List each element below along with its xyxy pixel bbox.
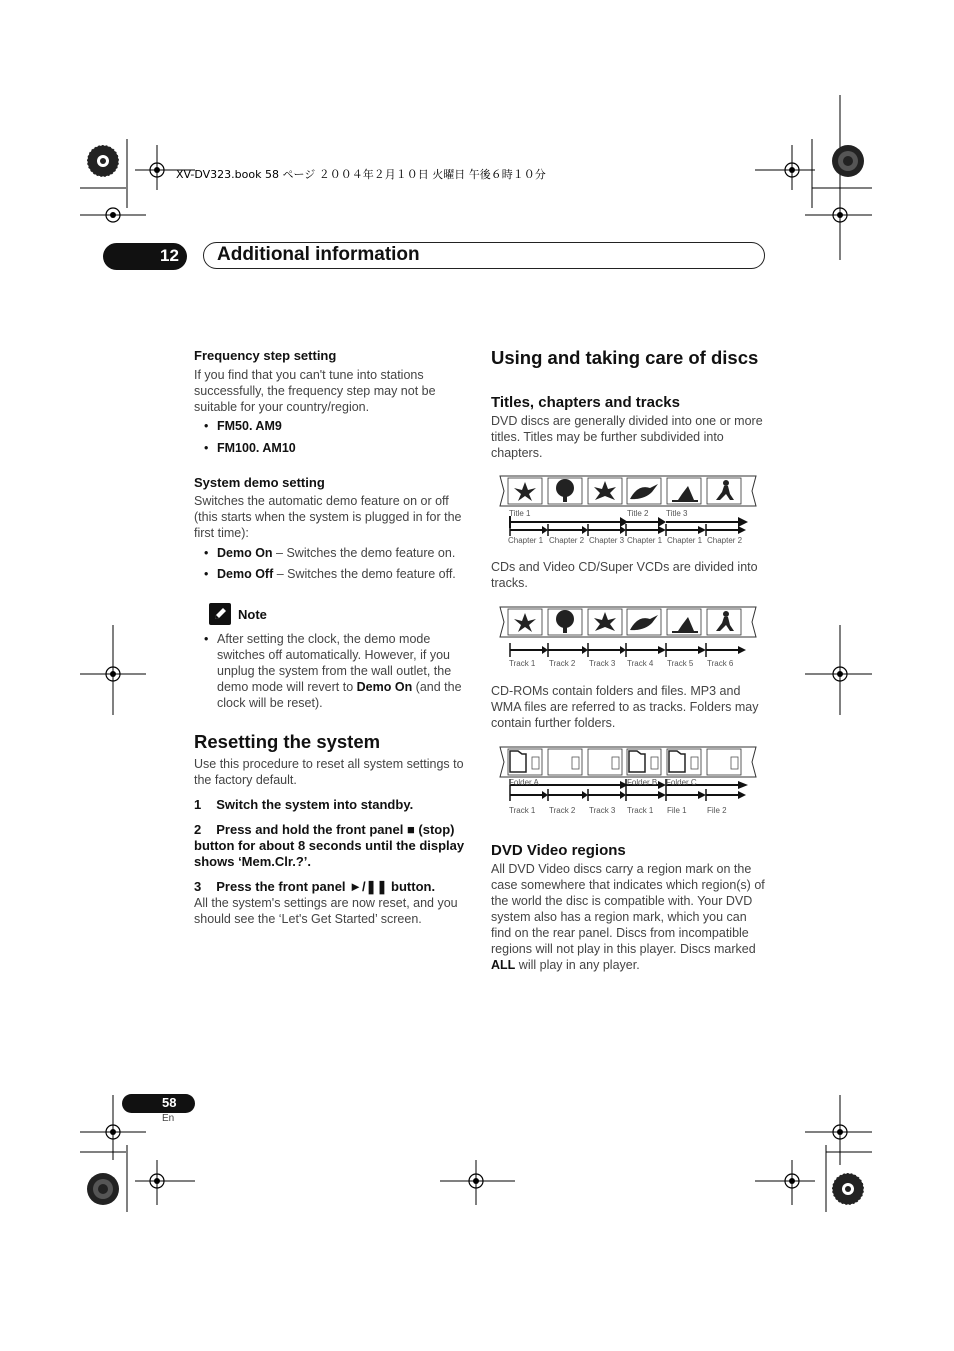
fig3-item-label: File 2 bbox=[707, 806, 727, 815]
bullet-dot: • bbox=[204, 567, 209, 581]
stop-icon: ■ bbox=[406, 822, 415, 837]
fig1-chapter-label: Chapter 2 bbox=[707, 536, 743, 545]
page-number-badge bbox=[122, 1094, 195, 1113]
titles-chapters-heading: Titles, chapters and tracks bbox=[491, 394, 680, 411]
frequency-step-heading: Frequency step setting bbox=[194, 348, 337, 363]
fig1-chapter-label: Chapter 1 bbox=[667, 536, 703, 545]
chapter-title: Additional information bbox=[217, 244, 420, 265]
list-item: • Demo Off – Switches the demo feature off. bbox=[204, 567, 456, 581]
system-demo-heading: System demo setting bbox=[194, 475, 325, 490]
list-item: • FM50. AM9 bbox=[204, 419, 282, 433]
titles-chapters-body: DVD discs are generally divided into one or more titles. Titles may be further subdivided into chapters. bbox=[491, 414, 763, 460]
fig3-folder-label: Folder B bbox=[627, 778, 658, 787]
language-label: En bbox=[162, 1113, 175, 1124]
dvd-regions-heading: DVD Video regions bbox=[491, 842, 626, 859]
fig2-track-label: Track 4 bbox=[627, 659, 654, 668]
fig3-item-label: Track 1 bbox=[509, 806, 536, 815]
fig2-track-label: Track 2 bbox=[549, 659, 576, 668]
fig1-chapter-label: Chapter 3 bbox=[589, 536, 625, 545]
bullet-dot: • bbox=[204, 546, 209, 560]
fig3-folder-label: Folder A bbox=[509, 778, 539, 787]
frequency-step-body: If you find that you can't tune into stations successfully, the frequency step may not be suitable for your country/region. bbox=[194, 368, 436, 414]
fig2-track-label: Track 5 bbox=[667, 659, 694, 668]
note-text: • After setting the clock, the demo mode switches off automatically. However, if you unplug the system from the wall outlet, the demo mode will revert to Demo On (and the clock will be reset). bbox=[204, 632, 462, 710]
chapter-number: 12 bbox=[160, 246, 179, 265]
bullet-dot: • bbox=[204, 441, 209, 455]
bullet-dot: • bbox=[204, 419, 209, 433]
fig2-track-label: Track 6 bbox=[707, 659, 734, 668]
discs-heading: Using and taking care of discs bbox=[491, 347, 759, 368]
dvd-regions-body: All DVD Video discs carry a region mark on the case somewhere that indicates which region(s) of the world the disc is compatible with. Your DVD system also has a region mark, which you can find on the rear panel. Discs from incompatible regions will not play in this player. Discs marked ALL will play in any player. bbox=[491, 862, 765, 972]
bullet-dot: • bbox=[204, 632, 209, 646]
step-3-body: All the system's settings are now reset, and you should see the ‘Let's Get Started’ screen. bbox=[194, 896, 458, 926]
list-item: • FM100. AM10 bbox=[204, 441, 296, 455]
play-pause-icon: ►/❚❚ bbox=[349, 879, 388, 894]
cd-tracks-body: CDs and Video CD/Super VCDs are divided into tracks. bbox=[491, 560, 758, 590]
fig3-item-label: File 1 bbox=[667, 806, 687, 815]
list-item: • Demo On – Switches the demo feature on. bbox=[204, 546, 456, 560]
note-label: Note bbox=[238, 607, 267, 622]
note-pencil-icon bbox=[209, 603, 231, 625]
fig3-item-label: Track 1 bbox=[627, 806, 654, 815]
step-2: 2 Press and hold the front panel ■ (stop) button for about 8 seconds until the display shows ‘Mem.Clr.?’. bbox=[194, 822, 465, 869]
page-number: 58 bbox=[162, 1095, 177, 1110]
fig3-item-label: Track 3 bbox=[589, 806, 616, 815]
resetting-body: Use this procedure to reset all system settings to the factory default. bbox=[194, 757, 464, 787]
tracks-diagram bbox=[498, 605, 760, 667]
system-demo-body: Switches the automatic demo feature on or off (this starts when the system is plugged in for the first time): bbox=[194, 494, 462, 540]
step-1: 1 Switch the system into standby. bbox=[194, 797, 414, 812]
fig3-item-label: Track 2 bbox=[549, 806, 576, 815]
fig1-chapter-label: Chapter 1 bbox=[627, 536, 663, 545]
fig1-title-label: Title 3 bbox=[666, 509, 688, 518]
cdrom-body: CD-ROMs contain folders and files. MP3 and WMA files are referred to as tracks. Folders may contain further folders. bbox=[491, 684, 759, 730]
fig1-chapter-label: Chapter 2 bbox=[549, 536, 585, 545]
step-3: 3 Press the front panel ►/❚❚ button. bbox=[194, 879, 436, 894]
bleed-header-text: XV-DV323.book 58 ページ ２００４年２月１０日 火曜日 午後６時１０分 bbox=[176, 168, 546, 181]
fig1-title-label: Title 2 bbox=[627, 509, 649, 518]
fig2-track-label: Track 1 bbox=[509, 659, 536, 668]
fig1-chapter-label: Chapter 1 bbox=[508, 536, 544, 545]
fig3-folder-label: Folder C bbox=[666, 778, 697, 787]
resetting-heading: Resetting the system bbox=[194, 731, 381, 752]
fig2-track-label: Track 3 bbox=[589, 659, 616, 668]
fig1-title-label: Title 1 bbox=[509, 509, 531, 518]
